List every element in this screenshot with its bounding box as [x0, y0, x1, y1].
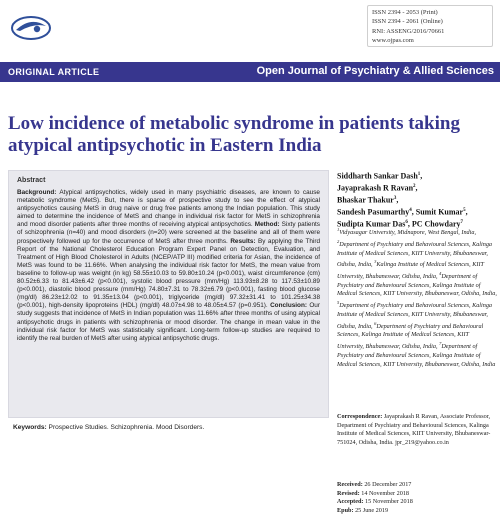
date-value: 14 November 2018	[359, 489, 410, 497]
abstract-heading: Abstract	[17, 177, 46, 184]
affiliation-sup: 4	[439, 271, 442, 276]
journal-website[interactable]: www.ojpas.com	[372, 37, 414, 45]
author-sup: 5	[463, 207, 466, 213]
date-label: Accepted:	[337, 498, 364, 506]
author-sep: ,	[407, 219, 412, 229]
date-label: Received:	[337, 481, 363, 488]
affiliation-text: Vidyasagar University, Midnapore, West Bengal, India,	[339, 229, 476, 237]
author-sup: 4	[409, 207, 412, 213]
issn-online: ISSN 2394 - 2061 (Online)	[372, 18, 443, 26]
keywords	[8, 424, 329, 431]
article-dates	[337, 481, 497, 516]
affiliation-sup: 6	[374, 320, 377, 326]
affiliation-sup: 3	[374, 259, 377, 265]
background-label: Background:	[17, 189, 57, 196]
author-name: Jayaprakash R Ravan	[337, 183, 414, 193]
author-sep: ,	[420, 171, 423, 181]
correspondence	[337, 413, 497, 448]
author-name: Siddharth Sankar Dash	[337, 171, 418, 181]
date-revised	[337, 490, 497, 499]
journal-logo-icon	[10, 14, 52, 42]
author-name: Sumit Kumar	[415, 207, 464, 217]
author-sup: 3	[393, 195, 397, 201]
author-name: Sandesh Pasumarthy	[337, 207, 410, 217]
author-sep: ,	[396, 195, 399, 205]
affiliation-sup: 2	[337, 238, 340, 244]
keywords-label: Keywords:	[13, 424, 47, 431]
affiliation-text: Kalinga Institute of Medical Sciences, KIIT University, Bhubaneswar, Odisha, India,	[337, 261, 484, 281]
issn-box	[367, 5, 493, 47]
results-text: By applying the Third Report of the National Cholesterol Education Program Expert Panel on Detection, Evaluation, and Treatment of High Blood Cholesterol in Adults (NCEP/ATP III) modified criteria for Asian, the incidence of MetS was found to be 11.66%. When analysing the individual risk factor for MetS, the mean value from baseline to follow-up was weight (in kg) 58.55±10.03 to 59.80±10.24 (p<0.001), waist circumference (cm) 80.52±6.33 to 81.43±6.42 (p<0.001), systolic blood pressure (mm/Hg) 113.93±8.28 to 117.53±10.89 (p<0.001), diastolic blood pressure (mm/Hg) 74.80±7.31 to 78.32±6.79 (p<0.001), fasting blood glucose (mg/dl) 86.23±12.02 to 91.35±13.04 (p<0.001), triglyceride (mg/dl) 97.32±31.41 to 101.25±34.38 (p<0.001), high-density lipoproteins (HDL) (mg/dl) 48.07±4.98 to 48.05±4.57 (p=0.951).	[17, 237, 321, 310]
date-value: 25 June 2019	[353, 507, 389, 515]
conclusion-text: Our study suggests that incidence of MetS in Indian population was 11.66% after three months of using atypical antipsychotic drugs in patients with schizophrenia or mood disorder. The change in mean value in the individual risk factor for MetS was statistically significant. Long-term follow-up studies are required to identify the real burden of MetS after using atypical antipsychotic drugs.	[17, 302, 320, 342]
author-sup: 1	[417, 172, 421, 177]
method-label: Method:	[254, 221, 280, 229]
author-sup: 2	[413, 183, 416, 189]
affiliation-text: Department of Psychiatry and Behavioural Sciences, Kalinga Institute of Medical Sciences, KIIT University, Bhubaneswar, Odisha, India,	[337, 322, 484, 351]
author-name: Sudipta Kumar Das	[337, 219, 406, 229]
journal-banner	[0, 62, 500, 82]
date-label: Revised:	[337, 489, 360, 497]
date-accepted	[337, 498, 497, 507]
keywords-text: Prospective Studies. Schizophrenia. Mood Disorders.	[46, 424, 205, 431]
affiliation-list	[337, 226, 497, 369]
date-received	[337, 481, 497, 490]
author-name: PC Chowdary	[411, 219, 461, 229]
abstract-text	[17, 189, 320, 343]
author-name: Bhaskar Thakur	[337, 195, 394, 205]
correspondence-text: Jayaprakash R Ravan, Associate Professor, Department of Psychiatry and Behavioural Sciences, Kalinga Institute of Medical Sciences, KIIT University, Bhubaneswar-751024, Odisha, India. jpr_219@yahoo.co.in	[337, 413, 491, 447]
correspondence-label: Correspondence:	[337, 413, 383, 420]
affiliation-sup: 5	[337, 300, 340, 306]
conclusion-label: Conclusion:	[270, 302, 307, 310]
method-text: Sixty patients of schizophrenia (n=40) and mood disorders (n=20) were screened at the baseline and all of them were prospectively followed up for the occurrence of MetS after three months.	[17, 221, 320, 245]
affiliation-text: Department of Psychiatry and Behavioural Sciences, Kalinga Institute of Medical Sciences, KIIT University, Bhubaneswar, Odisha, India,	[337, 273, 497, 298]
affiliation-text: Department of Psychiatry and Behavioural Sciences, Kalinga Institute of Medical Sciences, KIIT University, Bhubaneswar, Odisha, India,	[337, 302, 493, 330]
affiliation-sup: 7	[439, 341, 442, 347]
rni-number: RNI: ASSENG/2016/70661	[372, 27, 445, 35]
author-sup: 6	[405, 219, 408, 225]
article-title: Low incidence of metabolic syndrome in patients taking atypical antipsychotic in Eastern India	[8, 113, 460, 156]
abstract-box	[8, 170, 329, 418]
results-label: Results:	[230, 237, 256, 245]
affiliation-text: Department of Psychiatry and Behavioural Sciences, Kalinga Institute of Medical Sciences, KIIT University, Bhubaneswar, Odisha, India	[337, 343, 496, 368]
section-label: ORIGINAL ARTICLE	[8, 67, 100, 77]
author-sep: ,	[465, 207, 468, 217]
author-list	[337, 170, 497, 230]
issn-print: ISSN 2394 - 2053 (Print)	[372, 9, 438, 16]
affiliation-text: Department of Psychiatry and Behavioural Sciences, Kalinga Institute of Medical Sciences, KIIT University, Bhubaneswar, Odisha, India,	[337, 240, 493, 269]
author-sep: ,	[415, 183, 418, 193]
author-sup: 7	[460, 219, 463, 225]
journal-name: Open Journal of Psychiatry & Allied Sciences	[256, 65, 494, 77]
date-value: 15 November 2018	[363, 498, 413, 506]
background-text: Atypical antipsychotics, widely used in many psychiatric diseases, are known to cause metabolic syndrome (MetS). But, there is sparse of prospective study to see the effect of atypical antipsychotics causing MetS in drug naive or drug free patients among the Indian population. This study aimed to determine the incidence of MetS and change in individual risk factor for MetS in schizophrenia and mood disorder patients after three months of receiving atypical antipsychotics.	[17, 189, 320, 229]
date-label: Epub:	[337, 507, 354, 515]
affiliation-sup: 1	[337, 227, 340, 232]
date-epub	[337, 507, 497, 516]
date-value: 26 December 2017	[362, 481, 412, 488]
author-sep: ,	[411, 207, 416, 217]
